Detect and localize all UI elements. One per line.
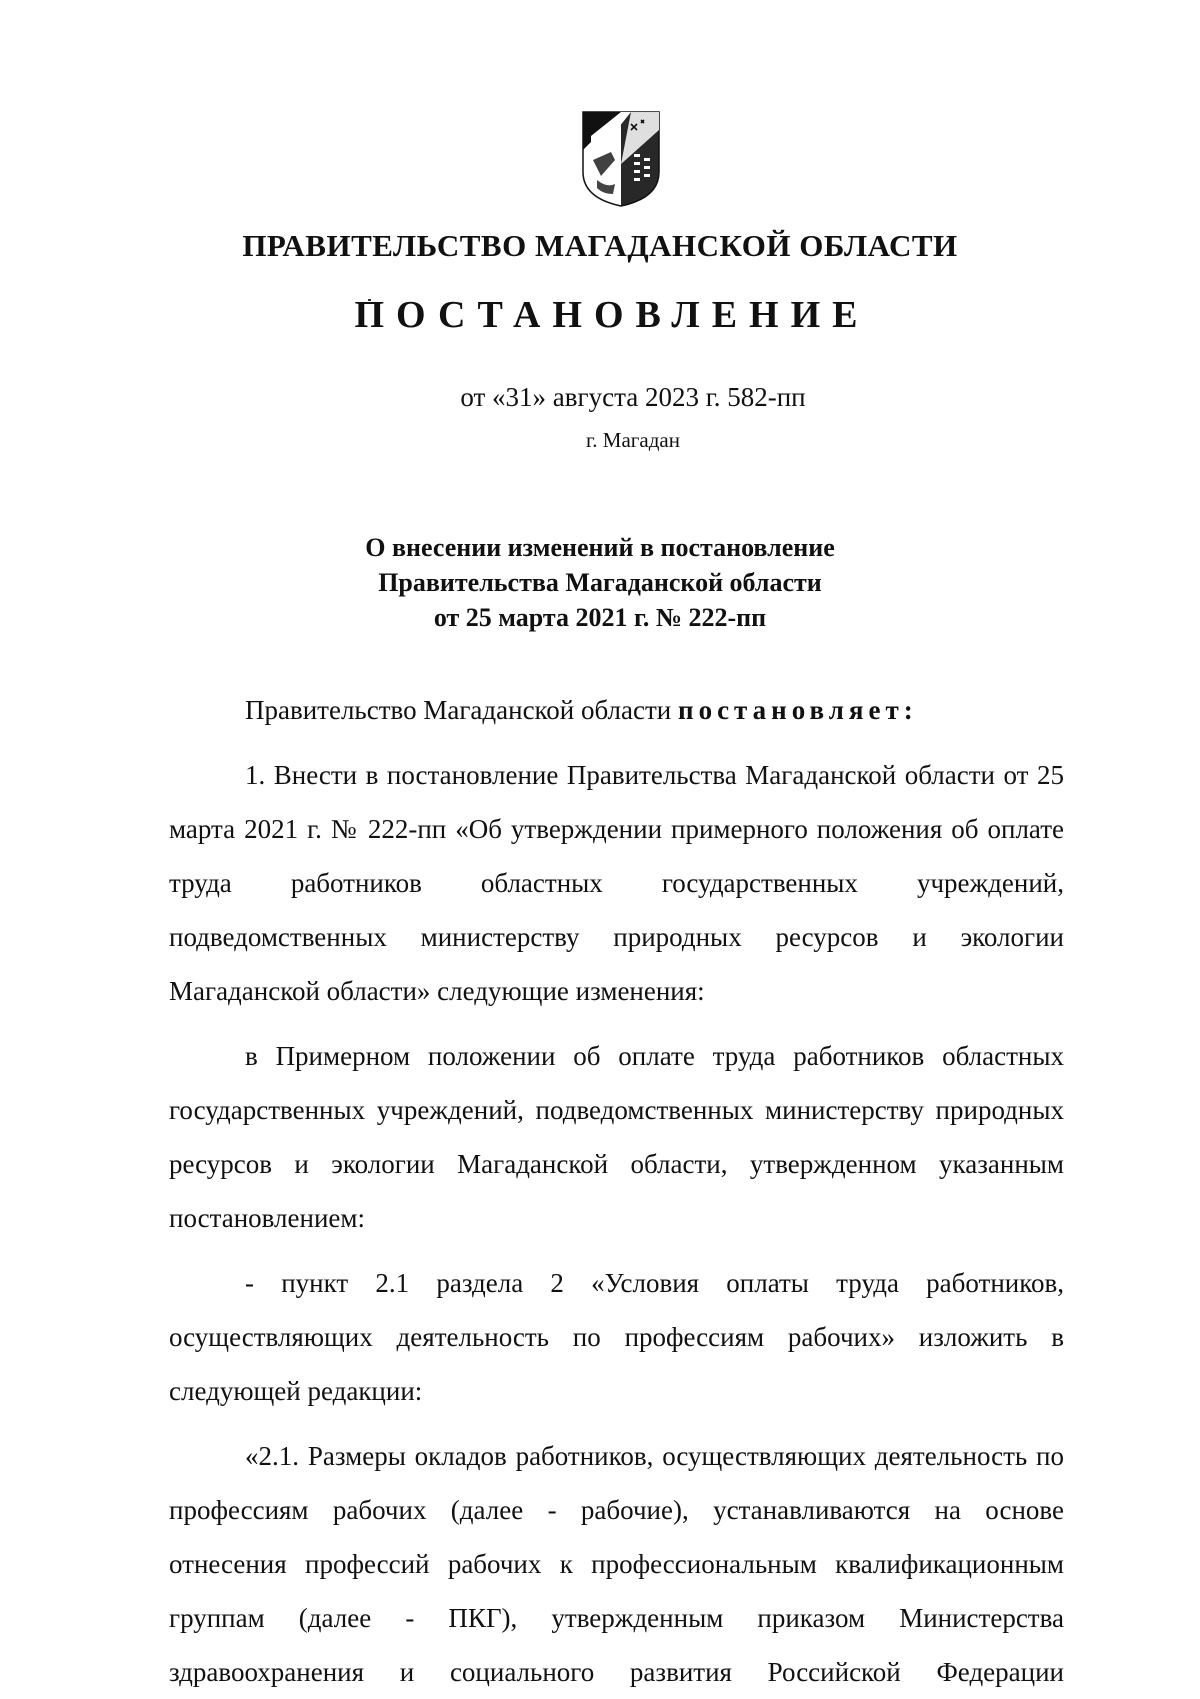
subject-line-2: Правительства Магаданской области [378, 568, 822, 597]
coat-of-arms-icon [579, 110, 663, 208]
preamble-text: Правительство Магаданской области [245, 695, 679, 725]
document-type-title: ПОСТАНОВЛЕНИЕ [354, 294, 870, 336]
paragraph-3: - пункт 2.1 раздела 2 «Условия оплаты труда работников, осуществляющих деятельность по профессиям рабочих» изложить в следующей редакции: [169, 1268, 1064, 1406]
preamble-paragraph [169, 683, 1064, 737]
decree-body [169, 683, 1064, 1699]
paragraph-1: 1. Внести в постановление Правительства Магаданской области от 25 марта 2021 г. № 222-пп «Об утверждении примерного положения об оплате труда работников областных государственных учреждений, подведомственных министерству природных ресурсов и экологии Магаданской области» следующие изменения: [169, 760, 1064, 1006]
subject-line-3: от 25 марта 2021 г. № 222-пп [433, 603, 767, 632]
paragraph-2: в Примерном положении об оплате труда работников областных государственных учреждений, подведомственных министерству природных ресурсов и экологии Магаданской области, утвержденном указанным постановлением: [169, 1041, 1064, 1233]
decree-date-number: от «31» августа 2023 г. 582-пп [460, 382, 806, 412]
subject-line-1: О внесении изменений в постановление [365, 533, 835, 562]
decree-city: г. Магадан [586, 428, 680, 452]
preamble-verb: постановляет: [678, 695, 918, 725]
paragraph-4: «2.1. Размеры окладов работников, осуществляющих деятельность по профессиям рабочих (далее - рабочие), устанавливаются на основе отнесения профессий рабочих к профессиональным квалификационным группам (далее - ПКГ), утвержденным приказом Министерства здравоохранения и социального развития Российской Федерации [169, 1441, 1064, 1687]
decree-subject [0, 530, 1200, 635]
government-title: ПРАВИТЕЛЬСТВО МАГАДАНСКОЙ ОБЛАСТИ [242, 228, 958, 263]
